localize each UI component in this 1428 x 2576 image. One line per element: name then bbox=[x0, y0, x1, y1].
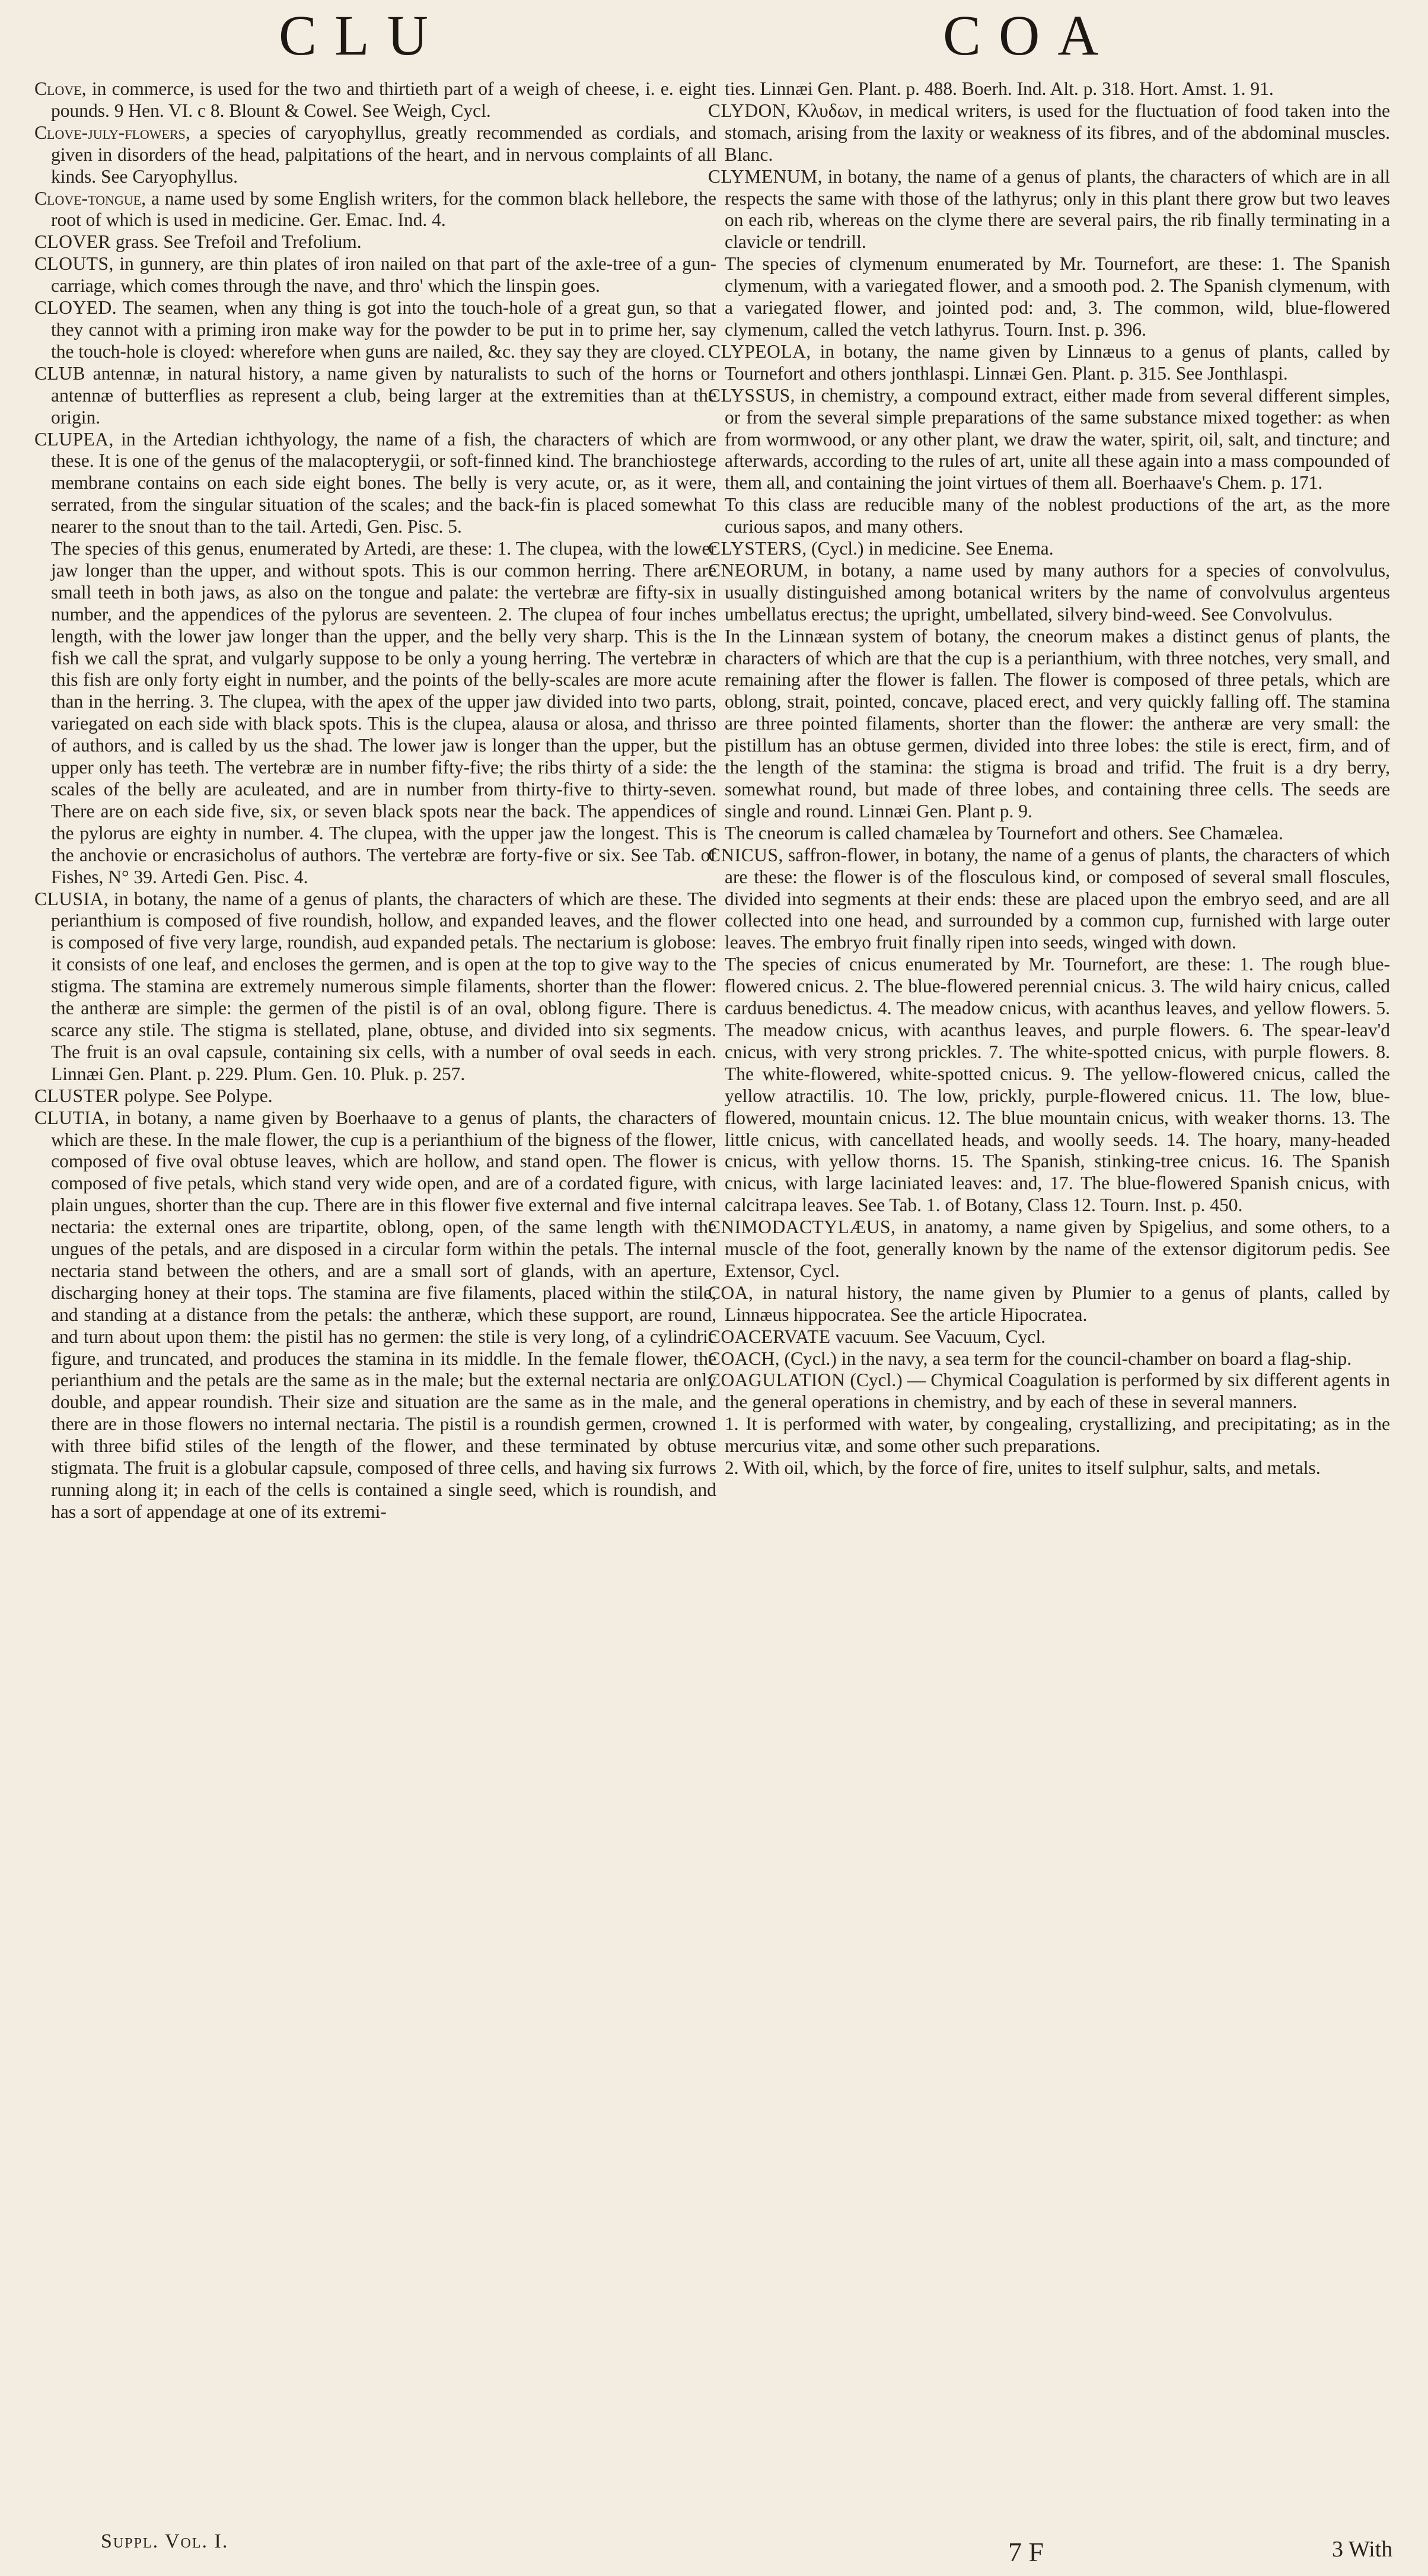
entry-paragraph: ties. Linnæi Gen. Plant. p. 488. Boerh. Ind. Alt. p. 318. Hort. Amst. 1. 91. bbox=[725, 78, 1274, 99]
entry-text: , in natural history, the name given by Plumier to a genus of plants, called by Linnæus hippocratea. See the article Hipocratea. bbox=[725, 1282, 1390, 1325]
entry-text: , a name used by some English writers, for the common black hellebore, the root of which is used in medicine. Ger. Emac. Ind. 4. bbox=[51, 187, 716, 231]
entry-paragraph: The species of cnicus enumerated by Mr. Tournefort, are these: 1. The rough blue-flowered cnicus. 2. The blue-flowered perennial cnicus. 3. The wild hairy cnicus, called carduus benedictus. 4. The meadow cnicus, with acanthus leaves, and yellow flowers. 5. The meadow cnicus, with acanthus leaves, and purple flowers. 6. The spear-leav'd cnicus, with very strong prickles. 7. The white-spotted cnicus, with purple flowers. 8. The white-flowered, white-spotted cnicus. 9. The yellow-flowered cnicus, called the yellow atractilis. 10. The low, prickly, purple-flowered cnicus. 11. The low, blue-flowered, mountain cnicus. 12. The blue mountain cnicus, with weaker thorns. 13. The little cnicus, with cancellated heads, and woolly seeds. 14. The hoary, many-headed cnicus, with yellow thorns. 15. The Spanish, stinking-tree cnicus. 16. The Spanish cnicus, with large laciniated leaves: and, 17. The blue-flowered Spanish cnicus, with calcitrapa leaves. See Tab. 1. of Botany, Class 12. Tourn. Inst. p. 450. bbox=[725, 954, 1390, 1216]
entry-headword: CLUB bbox=[34, 362, 86, 384]
dictionary-entry bbox=[34, 429, 716, 539]
entry-text: , in botany, the name given by Linnæus to a genus of plants, called by Tournefort and others jonthlaspi. Linnæi Gen. Plant. p. 315. See Jonthlaspi. bbox=[725, 340, 1390, 384]
entry-headword: CLOYED bbox=[34, 297, 112, 319]
dictionary-entry bbox=[708, 538, 1390, 560]
dictionary-entry bbox=[34, 78, 716, 122]
entry-text: , Κλυδων, in medical writers, is used for the fluctuation of food taken into the stomach, arising from the laxity or weakness of its fibres, and of the abdominal muscles. Blanc. bbox=[725, 100, 1390, 165]
dictionary-entry bbox=[708, 100, 1390, 166]
entry-headword: Clove bbox=[34, 78, 82, 99]
entry-text: vacuum. See Vacuum, Cycl. bbox=[830, 1326, 1046, 1347]
running-head-left: CLU bbox=[279, 4, 446, 67]
right-column bbox=[708, 78, 1390, 2516]
entry-headword: CLYSSUS bbox=[708, 384, 791, 406]
entry-text: , in the Artedian ichthyology, the name of a fish, the characters of which are these. It is one of the genus of the malacopterygii, or soft-finned kind. The branchiostege membrane contains on each side eight bones. The belly is very acute, or, as it were, serrated, from the singular situation of the scales; and the back-fin is placed somewhat nearer to the snout than to the tail. Artedi, Gen. Pisc. 5. bbox=[51, 428, 716, 537]
entry-paragraph: To this class are reducible many of the noblest productions of the art, as the more curious sapos, and many others. bbox=[725, 494, 1390, 537]
dictionary-entry bbox=[708, 1282, 1390, 1326]
entry-paragraph: 2. With oil, which, by the force of fire, unites to itself sulphur, salts, and metals. bbox=[725, 1457, 1321, 1479]
entry-text: antennæ, in natural history, a name given by naturalists to such of the horns or antennæ of butterflies as represent a club, being larger at the extremities than at the origin. bbox=[51, 362, 716, 428]
entry-headword: COA bbox=[708, 1282, 749, 1303]
entry-headword: COACH bbox=[708, 1348, 775, 1369]
entry-paragraph: The species of clymenum enumerated by Mr. Tournefort, are these: 1. The Spanish clymenum, with a variegated flower, and a smooth pod. 2. The Spanish clymenum, with a variegated flower, and jointed pod: and, 3. The common, wild, blue-flowered clymenum, called the vetch lathyrus. Tourn. Inst. p. 396. bbox=[725, 253, 1390, 340]
entry-text: , in botany, a name used by many authors for a species of convolvulus, usually distinguished among botanical writers by the name of convolvulus argenteus umbellatus erectus; the upright, umbellated, silvery bind-weed. See Convolvulus. bbox=[725, 559, 1390, 625]
entry-headword: CLUTIA bbox=[34, 1107, 105, 1128]
entry-headword: CLYPEOLA bbox=[708, 340, 807, 362]
entry-paragraph: 1. It is performed with water, by congealing, crystallizing, and precipitating; as in the mercurius vitæ, and some other such preparations. bbox=[725, 1413, 1390, 1457]
entry-text: , in anatomy, a name given by Spigelius, and some others, to a muscle of the foot, generally known by the name of the extensor digitorum pedis. See Extensor, Cycl. bbox=[725, 1217, 1390, 1281]
entry-text: , in botany, the name of a genus of plants, the characters of which are these. The perianthium is composed of five roundish, hollow, and expanded leaves, and the flower is composed of five very large, roundish, aud expanded petals. The nectarium is globose: it consists of one leaf, and encloses the germen, and is open at the top to give way to the stigma. The stamina are extremely numerous simple filaments, shorter than the flower: the antheræ are simple: the germen of the pistil is of an oval, oblong figure. There is scarce any stile. The stigma is stellated, plane, obtuse, and divided into six segments. The fruit is an oval capsule, containing six cells, with a number of oval seeds in each. Linnæi Gen. Plant. p. 229. Plum. Gen. 10. Pluk. p. 257. bbox=[51, 888, 716, 1084]
dictionary-entry bbox=[708, 166, 1390, 254]
dictionary-entry bbox=[708, 560, 1390, 626]
entry-text: , in commerce, is used for the two and thirtieth part of a weigh of cheese, i. e. eight pounds. 9 Hen. VI. c 8. Blount & Cowel. See Weigh, Cycl. bbox=[51, 78, 716, 121]
dictionary-entry bbox=[34, 363, 716, 429]
entry-text: , in botany, a name given by Boerhaave to a genus of plants, the characters of which are these. In the male flower, the cup is a perianthium of the bigness of the flower, composed of five oval obtuse leaves, which are hollow, and stand open. The flower is composed of five petals, which stand very wide open, and are of a cordated figure, with plain ungues, shorter than the cup. There are in this flower five external and five internal nectaria: the external ones are tripartite, oblong, open, of the same length with the ungues of the petals, and are disposed in a circular form within the petals. The internal nectaria stand between the others, and are a small sort of glands, with an aperture, discharging honey at their tops. The stamina are five filaments, placed within the stile, and standing at a distance from the petals: the antheræ, which these support, are round, and turn about upon them: the pistil has no germen: the stile is very long, of a cylindric figure, and truncated, and produces the stamina in its middle. In the female flower, the perianthium and the petals are the same as in the male; but the external nectaria are only double, and appear roundish. Their size and situation are the same as in the male, and there are in those flowers no internal nectaria. The pistil is a roundish germen, crowned with three bifid stiles of the length of the flower, and these terminated by obtuse stigmata. The fruit is a globular capsule, composed of three cells, and having six furrows running along it; in each of the cells is contained a single seed, which is roundish, and has a sort of appendage at one of its extremi- bbox=[51, 1107, 716, 1522]
dictionary-entry bbox=[708, 1370, 1390, 1413]
entry-text: , (Cycl.) in medicine. See Enema. bbox=[802, 538, 1054, 559]
catchword: 3 With bbox=[1332, 2537, 1393, 2562]
dictionary-entry bbox=[708, 1348, 1390, 1370]
dictionary-entry bbox=[708, 1217, 1390, 1282]
dictionary-entry bbox=[34, 122, 716, 188]
entry-text: , in botany, the name of a genus of plants, the characters of which are in all respects the same with those of the lathyrus; only in this plant there grow but two leaves on each rib, whereas on the clyme there are several pairs, the rib finally terminating in a clavicle or tendrill. bbox=[725, 165, 1390, 253]
entry-text: (Cycl.) — Chymical Coagulation is performed by six different agents in the general operations in chemistry, and by each of these in several manners. bbox=[725, 1370, 1390, 1413]
dictionary-entry bbox=[708, 845, 1390, 954]
signature-mark: 7 F bbox=[1008, 2537, 1044, 2567]
entry-headword: CNICUS bbox=[708, 844, 779, 865]
left-column bbox=[34, 78, 716, 2516]
entry-text: , a species of caryophyllus, greatly recommended as cordials, and given in disorders of the head, palpitations of the heart, and in nervous complaints of all kinds. See Caryophyllus. bbox=[51, 122, 716, 187]
entry-text: polype. See Polype. bbox=[119, 1085, 273, 1106]
entry-paragraph: In the Linnæan system of botany, the cneorum makes a distinct genus of plants, the characters of which are that the cup is a perianthium, with three notches, very small, and remaining after the flower is fallen. The flower is composed of three petals, which are oblong, strait, pointed, concave, placed erect, and very quickly falling off. The stamina are three pointed filaments, shorter than the flower: the antheræ are very small: the pistillum has an obtuse germen, divided into three lobes: the stile is erect, firm, and of the length of the stamina: the stigma is broad and trifid. The fruit is a dry berry, somewhat round, but made of three lobes, and containing three cells. The seeds are single and round. Linnæi Gen. Plant p. 9. bbox=[725, 625, 1390, 821]
entry-paragraph: The cneorum is called chamælea by Tournefort and others. See Chamælea. bbox=[725, 822, 1283, 843]
entry-headword: CNIMODACTYLÆUS bbox=[708, 1217, 891, 1238]
entry-text: grass. See Trefoil and Trefolium. bbox=[111, 231, 362, 253]
entry-text: , in chemistry, a compound extract, either made from several different simples, or from the several simple preparations of the same substance mixed together: as when from wormwood, or any other plant, we draw the water, spirit, oil, salt, and tincture; and afterwards, according to the rules of art, unite all these again into a mass compounded of them all, and containing the joint virtues of them all. Boerhaave's Chem. p. 171. bbox=[725, 384, 1390, 493]
dictionary-entry bbox=[708, 341, 1390, 385]
entry-headword: CLUSTER bbox=[34, 1085, 120, 1106]
dictionary-entry bbox=[34, 231, 716, 253]
dictionary-entry bbox=[34, 253, 716, 297]
dictionary-entry bbox=[708, 1326, 1390, 1348]
dictionary-entry bbox=[34, 1085, 716, 1107]
entry-headword: Clove-tongue bbox=[34, 187, 142, 209]
entry-text: , (Cycl.) in the navy, a sea term for the council-chamber on board a flag-ship. bbox=[774, 1348, 1352, 1369]
entry-text: , saffron-flower, in botany, the name of a genus of plants, the characters of which are these: the flower is of the flosculous kind, or composed of several small floscules, divided into segments at their ends: these are placed upon the embryo seed, and are all collected into one head, and surrounded by a common cup, furnished with large outer leaves. The embryo fruit finally ripen into seeds, winged with down. bbox=[725, 844, 1390, 953]
entry-text: . The seamen, when any thing is got into the touch-hole of a great gun, so that they cannot with a priming iron make way for the powder to be put in to prime her, say the touch-hole is cloyed: wherefore when guns are nailed, &c. they say they are cloyed. bbox=[51, 297, 716, 362]
entry-headword: CNEORUM bbox=[708, 559, 804, 581]
entry-headword: COACERVATE bbox=[708, 1326, 831, 1347]
entry-headword: COAGULATION bbox=[708, 1370, 846, 1391]
entry-text: , in gunnery, are thin plates of iron nailed on that part of the axle-tree of a gun-carriage, which comes through the nave, and thro' which the linspin goes. bbox=[51, 253, 716, 297]
entry-headword: CLYSTERS bbox=[708, 538, 802, 559]
entry-headword: CLOVER bbox=[34, 231, 111, 253]
dictionary-entry bbox=[34, 188, 716, 232]
entry-paragraph: The species of this genus, enumerated by Artedi, are these: 1. The clupea, with the lower jaw longer than the upper, and without spots. This is our common herring. There are small teeth in both jaws, as also on the tongue and palate: the vertebræ are fifty-six in number, and the appendices of the pylorus are seventeen. 2. The clupea of four inches length, with the lower jaw longer than the upper, and the belly very sharp. This is the fish we call the sprat, and vulgarly suppose to be only a young herring. The vertebræ in this fish are only forty eight in number, and the points of the belly-scales are more acute than in the herring. 3. The clupea, with the apex of the upper jaw divided into two parts, variegated on each side with black spots. This is the clupea, alausa or alosa, and thrisso of authors, and is called by us the shad. The lower jaw is longer than the upper, but the upper only has teeth. The vertebræ are in number fifty-five; the ribs thirty of a side: the scales of the belly are aculeated, and are in number from thirty-five to thirty-seven. There are on each side five, six, or seven black spots near the back. The appendices of the pylorus are eighty in number. 4. The clupea, with the upper jaw the longest. This is the anchovie or encrasicholus of authors. The vertebræ are forty-five or six. See Tab. of Fishes, N° 39. Artedi Gen. Pisc. 4. bbox=[51, 538, 716, 887]
entry-headword: CLUSIA bbox=[34, 888, 104, 909]
dictionary-entry bbox=[34, 297, 716, 363]
entry-headword: CLUPEA bbox=[34, 428, 109, 450]
running-head-right: COA bbox=[943, 4, 1117, 67]
entry-headword: CLYMENUM bbox=[708, 165, 818, 187]
entry-headword: CLOUTS bbox=[34, 253, 109, 275]
dictionary-entry bbox=[34, 889, 716, 1085]
volume-footer: Suppl. Vol. I. bbox=[101, 2530, 229, 2552]
entry-headword: CLYDON bbox=[708, 100, 786, 121]
dictionary-entry bbox=[708, 385, 1390, 495]
entry-headword: Clove-july-flowers bbox=[34, 122, 186, 143]
dictionary-entry bbox=[34, 1107, 716, 1523]
